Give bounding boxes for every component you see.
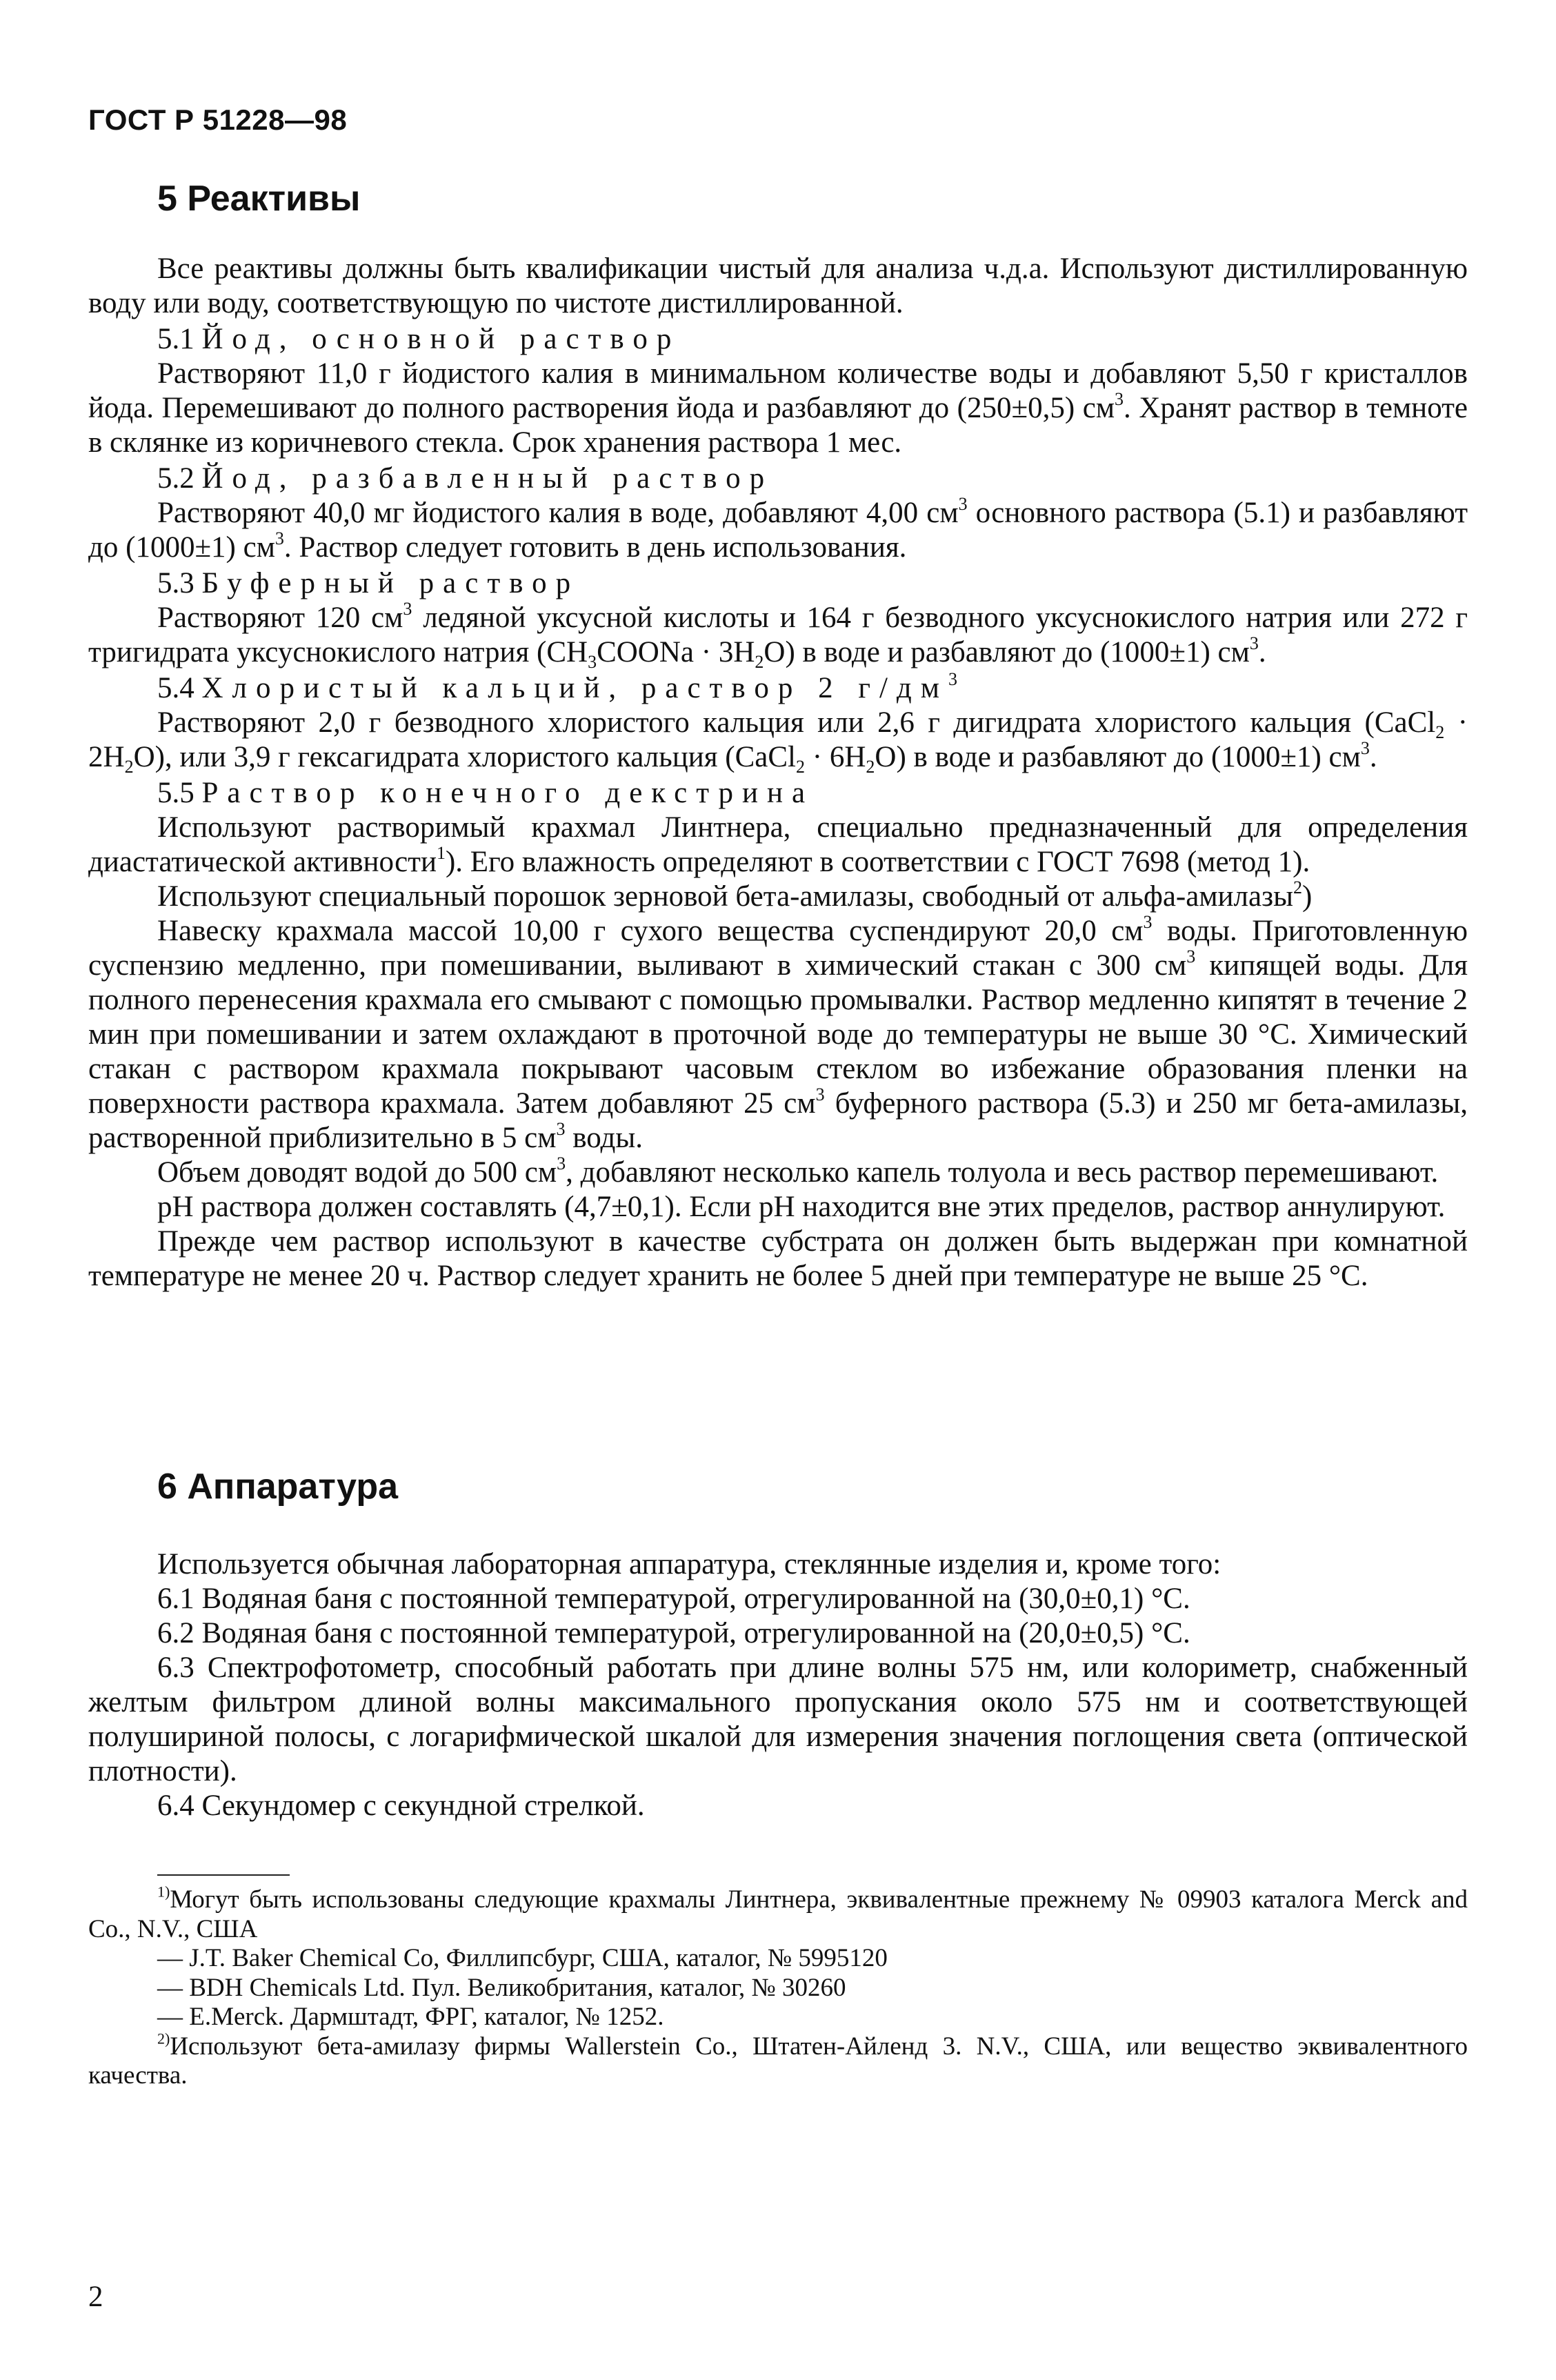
page-number: 2 [88, 2281, 103, 2313]
subscript: 2 [124, 757, 134, 777]
subsection-5-4-text [88, 706, 1468, 775]
subsection-5-5-paragraph-2 [88, 877, 1468, 914]
footnote-2 [88, 2032, 1468, 2091]
subsection-5-2-text [88, 493, 1468, 565]
text: кипящей воды. Для полного перенесения крахмала его смывают с помощью промывалки. Раствор медленно кипятят в течение 2 мин при помешивании и затем охлаждают в проточной воде до температуры не выше 30 °С. Химический стакан с раствором крахмала покрывают часовым стеклом во избежание образования пленки на поверхности раствора крахмала. Затем добавляют 25 см [88, 949, 1468, 1120]
text: Используют специальный порошок зерновой бета-амилазы, свободный от альфа-амилазы [157, 880, 1293, 913]
subsection-5-1-heading [88, 322, 1468, 357]
superscript: 3 [1360, 737, 1370, 758]
subsection-5-5-paragraph-5: pH раствора должен составлять (4,7±0,1). Если pH находится вне этих пределов, раствор аннулируют. [157, 1191, 1446, 1223]
item-6-3: 6.3 Спектрофотометр, способный работать при длине волны 575 нм, или колориметр, снабженный желтым фильтром длиной волны максимального пропускания около 575 нм и соответствующей полушириной полосы, с логарифмической шкалой для измерения значения поглощения света (оптической плотности). [88, 1652, 1468, 1787]
text: буферного раствора (5.3) и 250 мг бета-амилазы, растворенной приблизительно в 5 см [88, 1087, 1468, 1154]
text: COONa · 3H [597, 636, 755, 668]
text: . [1369, 741, 1377, 773]
text: Растворяют 2,0 г безводного хлористого кальция или 2,6 г дигидрата хлористого кальция (CaCl [157, 706, 1436, 739]
superscript: 3 [556, 1118, 566, 1139]
subsection-title: Раствор конечного декстрина [201, 777, 815, 809]
text: Навеску крахмала массой 10,00 г сухого вещества суспендируют 20,0 см [157, 915, 1144, 947]
subsection-title: Буферный раствор [201, 567, 580, 599]
section-5-title: 5 Реактивы [157, 179, 361, 219]
superscript: 3 [557, 1153, 566, 1173]
footnote-mark: 1) [157, 1883, 170, 1901]
footnote-1 [88, 1885, 1468, 1944]
text: ледяной уксусной кислоты и 164 г безводного уксуснокислого натрия или 272 г тригидрата уксуснокислого натрия (CH [88, 602, 1468, 668]
text: Используют бета-амилазу фирмы Wallerstein Co., Штатен-Айленд 3. N.V., США, или вещество эквивалентного качества. [88, 2032, 1468, 2090]
footnote-1-line-1: — J.T. Baker Chemical Co, Филлипсбург, США, каталог, № 5995120 [157, 1944, 888, 1972]
section-6-title: 6 Аппаратура [157, 1467, 399, 1507]
text: O) в воде и разбавляют до (1000±1) см [764, 636, 1250, 668]
subscript: 3 [588, 652, 597, 673]
section-6-intro: Используется обычная лабораторная аппаратура, стеклянные изделия и, кроме того: [157, 1548, 1221, 1580]
subsection-5-4-heading [88, 668, 1468, 706]
text: ). Его влажность определяют в соответствии с ГОСТ 7698 (метод 1). [445, 846, 1310, 878]
text: Растворяют 11,0 г йодистого калия в минимальном количестве воды и добавляют 5,50 г кристаллов йода. Перемешивают до полного растворения йода и разбавляют до (250±0,5) см [88, 357, 1468, 424]
subsection-title: Хлористый кальций, раствор 2 г/дм [201, 672, 949, 704]
text: . Раствор следует готовить в день использования. [283, 531, 907, 564]
superscript: 3 [948, 668, 958, 689]
footnote-separator [157, 1874, 290, 1876]
subsection-5-5-heading [88, 776, 1468, 811]
subsection-5-2-heading [88, 462, 1468, 496]
superscript: 3 [1143, 911, 1153, 932]
section-6-body [88, 1547, 1468, 1823]
section-5-body [88, 252, 1468, 1293]
superscript: 3 [958, 493, 968, 514]
footnote-ref: 1 [436, 842, 446, 863]
superscript: 3 [1115, 388, 1124, 409]
text: Растворяют 120 см [157, 602, 403, 634]
subsection-5-3-heading [88, 566, 1468, 601]
subsection-5-5-paragraph-6: Прежде чем раствор используют в качестве субстрата он должен быть выдержан при комнатной температуре не менее 20 ч. Раствор следует хранить не более 5 дней при температуре не выше 25 °С. [88, 1225, 1468, 1292]
subsection-5-3-text [88, 598, 1468, 673]
subsection-number: 5.2 [157, 462, 194, 495]
subscript: 2 [866, 757, 875, 777]
section-5-intro: Все реактивы должны быть квалификации чистый для анализа ч.д.а. Используют дистиллированную воду или воду, соответствующую по чистоте дистиллированной. [88, 252, 1468, 319]
text: Растворяют 40,0 мг йодистого калия в воде, добавляют 4,00 см [157, 497, 959, 529]
text: , добавляют несколько капель толуола и весь раствор перемешивают. [566, 1156, 1439, 1189]
subsection-number: 5.3 [157, 567, 194, 599]
footnote-mark: 2) [157, 2030, 170, 2047]
subsection-5-1-text [88, 357, 1468, 460]
text: Могут быть использованы следующие крахмалы Линтнера, эквивалентные прежнему № 09903 каталога Merck and Co., N.V., США [88, 1885, 1468, 1943]
subscript: 2 [1435, 722, 1445, 743]
item-6-1: 6.1 Водяная баня с постоянной температурой, отрегулированной на (30,0±0,1) °С. [157, 1583, 1190, 1615]
subscript: 2 [796, 757, 806, 777]
text: воды. Приготовленную суспензию медленно, при помешивании, выливают в химический стакан с 300 см [88, 915, 1468, 982]
superscript: 3 [815, 1084, 825, 1104]
subsection-title: Йод, разбавленный раствор [201, 462, 774, 495]
text: . Хранят раствор в темноте в склянке из коричневого стекла. Срок хранения раствора 1 мес. [88, 392, 1468, 459]
text: Используют растворимый крахмал Линтнера, специально предназначенный для определения диастатической активности [88, 811, 1468, 878]
subsection-5-5-paragraph-4 [88, 1153, 1468, 1190]
text: . [1258, 636, 1266, 668]
text: O), или 3,9 г гексагидрата хлористого кальция (CaCl [133, 741, 797, 773]
footnotes [88, 1885, 1468, 2091]
text: · 6H [805, 741, 866, 773]
footnote-1-line-2: — BDH Chemicals Ltd. Пул. Великобритания, каталог, № 30260 [157, 1973, 846, 2002]
text: воды. [565, 1122, 643, 1154]
footnote-ref: 2 [1293, 877, 1302, 898]
subsection-number: 5.1 [157, 323, 194, 355]
subsection-5-5-paragraph-1 [88, 811, 1468, 880]
subscript: 2 [755, 652, 764, 673]
text: · 2H [88, 706, 1468, 773]
subsection-number: 5.4 [157, 672, 194, 704]
text: ) [1301, 880, 1313, 913]
text: O) в воде и разбавляют до (1000±1) см [875, 741, 1361, 773]
text: основного раствора (5.1) и разбавляют до (1000±1) см [88, 497, 1468, 564]
superscript: 3 [1249, 633, 1259, 653]
document-code-header: ГОСТ Р 51228—98 [88, 103, 348, 136]
footnote-1-line-3: — E.Merck. Дармштадт, ФРГ, каталог, № 1252. [157, 2003, 664, 2031]
item-6-4: 6.4 Секундомер с секундной стрелкой. [157, 1789, 645, 1822]
superscript: 3 [1186, 946, 1196, 966]
superscript: 3 [275, 528, 284, 548]
subsection-5-5-paragraph-3 [88, 911, 1468, 1156]
superscript: 3 [403, 598, 412, 619]
subsection-number: 5.5 [157, 777, 194, 809]
subsection-title: Йод, основной раствор [201, 323, 681, 355]
text: Объем доводят водой до 500 см [157, 1156, 557, 1189]
item-6-2: 6.2 Водяная баня с постоянной температурой, отрегулированной на (20,0±0,5) °С. [157, 1617, 1190, 1649]
